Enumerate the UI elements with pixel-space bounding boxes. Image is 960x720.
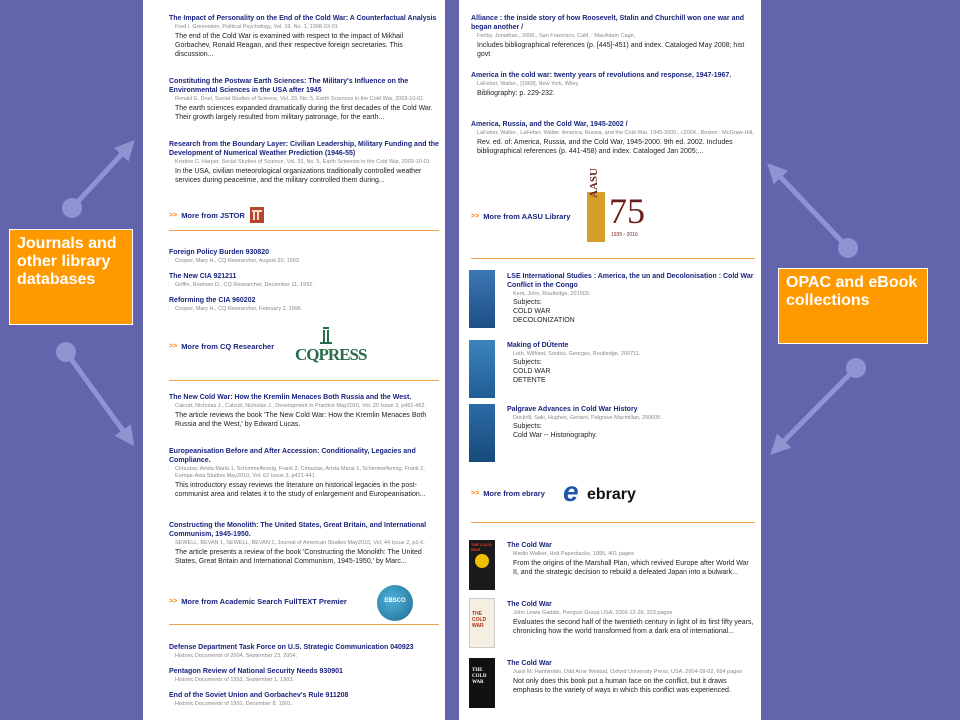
- result-meta: Cooper, Mary H., CQ Researcher, August 20, 1993.: [175, 258, 301, 264]
- result-meta: Kent, John, Routledge, 201003.: [513, 291, 591, 297]
- result-title-link[interactable]: Constituting the Postwar Earth Sciences: The Military's Influence on the Environmental Sciences in the USA after 1945: [169, 78, 409, 94]
- result-title-link[interactable]: America, Russia, and the Cold War, 1945-2002 /: [471, 121, 628, 128]
- result-description: Includes bibliographical references (p. [445]-451) and index. Cataloged May 2008; hist govt: [477, 42, 745, 58]
- result-title-link[interactable]: Alliance : the inside story of how Roosevelt, Stalin and Churchill won one war and began another /: [471, 15, 745, 31]
- result-meta: SEWELL, BEVAN 1, SEWELL, BEVAN 1, Journal of American Studies May2010, Vol. 44 Issue 2, p1-6.: [175, 540, 425, 546]
- more-arrows-icon: >>: [169, 211, 178, 219]
- aasu-logo-number: 75: [609, 191, 645, 231]
- more-link-label: More from Academic Search FullTEXT Premier: [181, 597, 347, 606]
- arrow-left-bottom: [56, 342, 132, 443]
- result-title-link[interactable]: America in the cold war: twenty years of revolutions and response, 1947-1967.: [471, 72, 732, 79]
- result-description: The article presents a review of the book 'Constructing the Monolith: The United States, Great Britain and International Communism, 1945-1950,' by Marc...: [175, 549, 422, 565]
- result-description: The earth sciences expanded dramatically during the first decades of the Cold War. Their growth largely resulted from military patronage, for the earth...: [175, 105, 433, 121]
- result-description: Rev. ed. of: America, Russia, and the Cold War, 1945-2000. 9th ed. 2002. Includes bibliographical references (p. 441-458) and index. Cataloged Jan 2005;...: [477, 139, 733, 155]
- result-title-link[interactable]: Constructing the Monolith: The United States, Great Britain, and International Communism, 1945-1950.: [169, 522, 427, 538]
- result-meta: Fred I. Greenstein, Political Psychology, Vol. 19, No. 1, 1998-03-01: [175, 24, 338, 30]
- cq-press-logo-text: CQPRESS: [295, 345, 367, 364]
- result-title-link[interactable]: Pentagon Review of National Security Needs 930901: [169, 668, 343, 675]
- subjects-label: Subjects:: [513, 299, 542, 306]
- result-meta: Cooper, Mary H., CQ Researcher, February 2, 1996.: [175, 306, 303, 312]
- result-meta: John Lewis Gaddis, Penguin Group USA, 2006-12-26, 333 pages: [513, 610, 673, 616]
- more-arrows-icon: >>: [169, 343, 178, 350]
- result-title-link[interactable]: LSE International Studies : America, the un and Decolonisation : Cold War Conflict in the Congo: [507, 273, 754, 289]
- cover-text: THE COLD WAR: [471, 542, 492, 552]
- result-description: The end of the Cold War is examined with respect to the impact of Mikhail Gorbachev, Ronald Reagan, and their respective foreign secretaries. This discussion...: [175, 33, 404, 58]
- result-title-link[interactable]: The New Cold War: How the Kremlin Menaces Both Russia and the West.: [169, 394, 412, 401]
- more-arrows-icon: >>: [169, 598, 178, 605]
- arrow-right-bottom: [773, 358, 866, 452]
- subjects-label: Subjects:: [513, 423, 542, 430]
- result-meta: Martin Walker, Holt Paperbacks, 1995, 401 pages: [513, 551, 634, 557]
- result-title-link[interactable]: Research from the Boundary Layer: Civilian Leadership, Military Funding and the Development of Numerical Weather Prediction (1946-55): [169, 141, 439, 157]
- result-title-link[interactable]: The Cold War: [507, 660, 552, 667]
- result-description: Not only does this book put a human face on the conflict, but it draws emphasis to the variety of ways in which this conflict was experienced.: [513, 678, 731, 694]
- result-title-link[interactable]: End of the Soviet Union and Gorbachev's Rule 911208: [169, 692, 349, 699]
- result-meta: Calcutt, Nicholas J., Calcutt, Nicholas J., Development in Practice May2010, Vol. 20 Issue 3, p461-462.: [175, 403, 426, 409]
- result-title-link[interactable]: Reforming the CIA 960202: [169, 297, 256, 304]
- result-meta: Griffin, Rodman D., CQ Researcher, December 11, 1992.: [175, 282, 314, 288]
- result-title-link[interactable]: Europeanisation Before and After Accession: Conditionality, Legacies and Compliance.: [169, 448, 416, 464]
- result-title-link[interactable]: The Impact of Personality on the End of the Cold War: A Counterfactual Analysis: [169, 15, 437, 22]
- arrow-left-top: [62, 143, 132, 218]
- cover-text: THE COLD WAR: [472, 668, 487, 685]
- result-meta: Historic Documents of 1991, December 8, 1991.: [175, 701, 293, 707]
- ebrary-e-icon: e: [563, 476, 579, 507]
- result-meta: Jussi M. Hanhimäki, Odd Arne Westad, Oxford University Press, USA, 2004-09-02, 694 pages: [513, 669, 743, 675]
- result-description: This introductory essay reviews the literature on historical legacies in the post-communist area and relates it to the study of enlargement and Europeanisation...: [175, 482, 426, 498]
- subject-item: Cold War -- Historiography.: [513, 432, 598, 439]
- more-link-label: More from ebrary: [483, 489, 545, 498]
- result-meta: Kristine C. Harper, Social Studies of Science, Vol. 33, No. 5, Earth Sciences in the Cold War, 2003-10-01: [175, 159, 430, 165]
- result-title-link[interactable]: Foreign Policy Burden 930820: [169, 249, 269, 256]
- arrow-right-top: [770, 166, 858, 258]
- more-arrows-icon: >>: [471, 213, 480, 220]
- result-meta: Cirtautas, Arista Maria 1, Schimmelfennig, Frank 2, Cirtautas, Arista Maria 1, Schimmelfennig, Frank 2, Europe-Asia Studies May2010, Vol. 62 Issue 3, p421-441.: [175, 466, 425, 479]
- cover-text: THE COLD WAR: [472, 611, 487, 629]
- more-link-label: More from CQ Researcher: [181, 342, 275, 351]
- result-title-link[interactable]: Defense Department Task Force on U.S. Strategic Communication 040923: [169, 644, 414, 651]
- result-meta: LaFeber, Walter., [1969], New York, Wiley: [477, 81, 579, 87]
- subject-item: DETENTE: [513, 377, 546, 384]
- result-title-link[interactable]: Palgrave Advances in Cold War History: [507, 406, 638, 413]
- more-arrows-icon: >>: [471, 490, 480, 497]
- result-meta: Historic Documents of 2004, September 23, 2004.: [175, 653, 297, 659]
- result-meta: Dockrill, Saki, Hughes, Geraint, Palgrave Macmillan, 200605.: [513, 415, 662, 421]
- result-title-link[interactable]: Making of DÚtente: [507, 342, 569, 349]
- result-description: From the origins of the Marshall Plan, which revived Europe after World War II, and the strategic decision to rebuild a defeated Japan into a bulwark...: [513, 560, 749, 576]
- more-link-label: More from JSTOR: [181, 210, 245, 220]
- result-description: In the USA, civilian meteorological organizations traditionally controlled weather services during peacetime, and the military controlled them during...: [175, 168, 422, 184]
- result-meta: Ronald E. Doel, Social Studies of Science, Vol. 33, No. 5, Earth Sciences in the Cold War, 2003-10-01: [175, 96, 424, 102]
- opac-ebook-callout: OPAC and eBook collections: [778, 268, 928, 344]
- result-title-link[interactable]: The Cold War: [507, 542, 552, 549]
- result-meta: Fenby, Jonathan., 2006., San Francisco, Calif. : MacAdam Cage,: [477, 33, 636, 39]
- aasu-logo-years: 1935 - 2010: [611, 232, 638, 238]
- result-title-link[interactable]: The New CIA 921211: [169, 273, 237, 280]
- result-description: Evaluates the second half of the twentieth century in light of its first fifty years, chronicling how the world transformed from a dark era of international...: [513, 619, 754, 635]
- subject-item: COLD WAR: [513, 308, 551, 315]
- journals-databases-callout: Journals and other library databases: [9, 229, 133, 325]
- subject-item: COLD WAR: [513, 368, 551, 375]
- result-description: Bibliography: p. 229-232.: [477, 90, 555, 97]
- result-meta: Historic Documents of 1993, September 1, 1993.: [175, 677, 294, 683]
- ebsco-logo-text: EBSCO: [384, 598, 406, 604]
- more-link-label: More from AASU Library: [483, 212, 571, 221]
- result-title-link[interactable]: The Cold War: [507, 601, 552, 608]
- subject-item: DECOLONIZATION: [513, 317, 575, 324]
- ebrary-logo-text: ebrary: [587, 486, 636, 503]
- result-description: The article reviews the book 'The New Cold War: How the Kremlin Menaces Both Russia and the West,' by Edward Lucas.: [175, 412, 427, 428]
- aasu-logo-letters: AASU: [588, 168, 600, 198]
- result-meta: LaFeber, Walter., LaFeber, Walter. America, Russia, and the Cold War, 1945-2000., c2004., Boston : McGraw-Hill,: [477, 130, 754, 136]
- subjects-label: Subjects:: [513, 359, 542, 366]
- result-meta: Loth, Wilfried, Soutou, Georges, Routledge, 200711.: [513, 351, 641, 357]
